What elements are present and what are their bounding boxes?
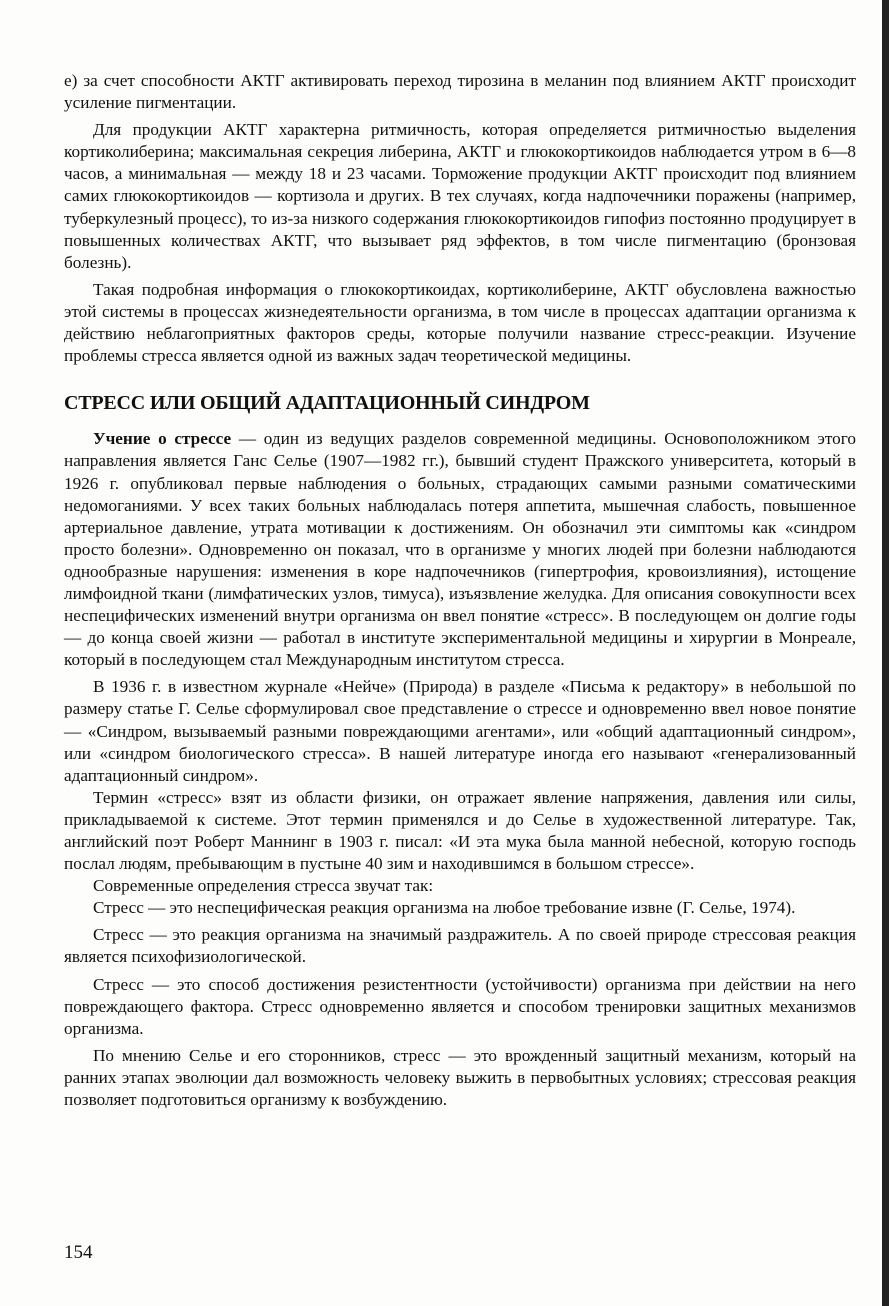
paragraph-acth-rhythm: Для продукции АКТГ характерна ритмичность, которая определяется ритмичностью выделения кортиколиберина; максимальная секреция либерина, АКТГ и глюкокортикоидов наблюдается утром в 6—8 часов, а минимальная — между 18 и 23 часами. Торможение продукции АКТГ происходит под влиянием самих глюкокортикоидов — кортизола и других. В тех случаях, когда надпочечники поражены (например, туберкулезный процесс), то из-за низкого содержания глюкокортикоидов гипофиз постоянно продуцирует в повышенных количествах АКТГ, что вызывает ряд эффектов, в том числе пигментацию (бронзовая болезнь). bbox=[64, 120, 856, 272]
paragraph-term-origin: Термин «стресс» взят из области физики, он отражает явление напряжения, давления или силы, прикладываемой к системе. Этот термин применялся и до Селье в художественной литературе. Так, английский поэт Роберт Маннинг в 1903 г. писал: «И эта мука была манной небесной, которую господь послал людям, пребывающим в пустыне 40 зим и находившимся в большом стрессе». bbox=[64, 787, 856, 874]
paragraph-definition-1: Стресс — это неспецифическая реакция организма на любое требование извне (Г. Селье, 1974). bbox=[93, 898, 796, 918]
paragraph-pigmentation: е) за счет способности АКТГ активировать переход тирозина в меланин под влиянием АКТГ происходит усиление пигментации. bbox=[64, 71, 856, 113]
paragraph-definition-3: Стресс — это способ достижения резистентности (устойчивости) организма при действии на него повреждающего фактора. Стресс одновременно является и способом тренировки защитных механизмов организма. bbox=[64, 974, 856, 1038]
lead-term: Учение о стрессе bbox=[93, 429, 232, 449]
paragraph-1936-article: В 1936 г. в известном журнале «Нейче» (Природа) в разделе «Письма к редактору» в небольшой по размеру статье Г. Селье сформулировал свое представление о стрессе и одновременно ввел новое понятие — «Синдром, вызываемый разными повреждающими агентами», или «общий адаптационный синдром», или «синдром биологического стресса». В нашей литературе иногда его называют «генерализованный адаптационный синдром». bbox=[64, 677, 856, 785]
lead-text: — один из ведущих разделов современной медицины. Основоположником этого направления является Ганс Селье (1907—1982 гг.), бывший студент Пражского университета, который в 1926 г. опубликовал первые наблюдения о больных, страдающих самыми разными соматическими недомоганиями. У всех таких больных наблюдалась потеря аппетита, мышечная слабость, повышенное артериальное давление, утрата мотивации к достижениям. Он обозначил эти симптомы как «синдром просто болезни». Одновременно он показал, что в организме у многих людей при болезни наблюдаются однообразные нарушения: изменения в коре надпочечников (гипертрофия, кровоизлияния), истощение лимфоидной ткани (лимфатических узлов, тимуса), изъязвление желудка. Для описания совокупности всех неспецифических изменений внутри организма он ввел понятие «стресс». В последующем он долгие годы — до конца своей жизни — работал в институте экспериментальной медицины и хирургии в Монреале, который в последующем стал Международным институтом стресса. bbox=[64, 429, 856, 670]
page-body bbox=[64, 70, 856, 1111]
paragraph-definition-2: Стресс — это реакция организма на значимый раздражитель. А по своей природе стрессовая реакция является психофизиологической. bbox=[64, 925, 856, 967]
section-heading: СТРЕСС ИЛИ ОБЩИЙ АДАПТАЦИОННЫЙ СИНДРОМ bbox=[64, 392, 590, 415]
paragraph-stress-doctrine bbox=[64, 428, 856, 671]
page-number: 154 bbox=[64, 1242, 93, 1263]
paragraph-modern-definitions: Современные определения стресса звучат так: bbox=[93, 876, 434, 896]
page-edge-shadow bbox=[882, 0, 889, 1306]
paragraph-system-importance: Такая подробная информация о глюкокортикоидах, кортиколиберине, АКТГ обусловлена важностью этой системы в процессах жизнедеятельности организма, в том числе в процессах адаптации организма к действию неблагоприятных факторов среды, которые получили название стресс-реакции. Изучение проблемы стресса является одной из важных задач теоретической медицины. bbox=[64, 279, 856, 366]
paragraph-selye-view: По мнению Селье и его сторонников, стресс — это врожденный защитный механизм, который на ранних этапах эволюции дал возможность человеку выжить в первобытных условиях; стрессовая реакция позволяет подготовиться организму к возбуждению. bbox=[64, 1045, 856, 1110]
